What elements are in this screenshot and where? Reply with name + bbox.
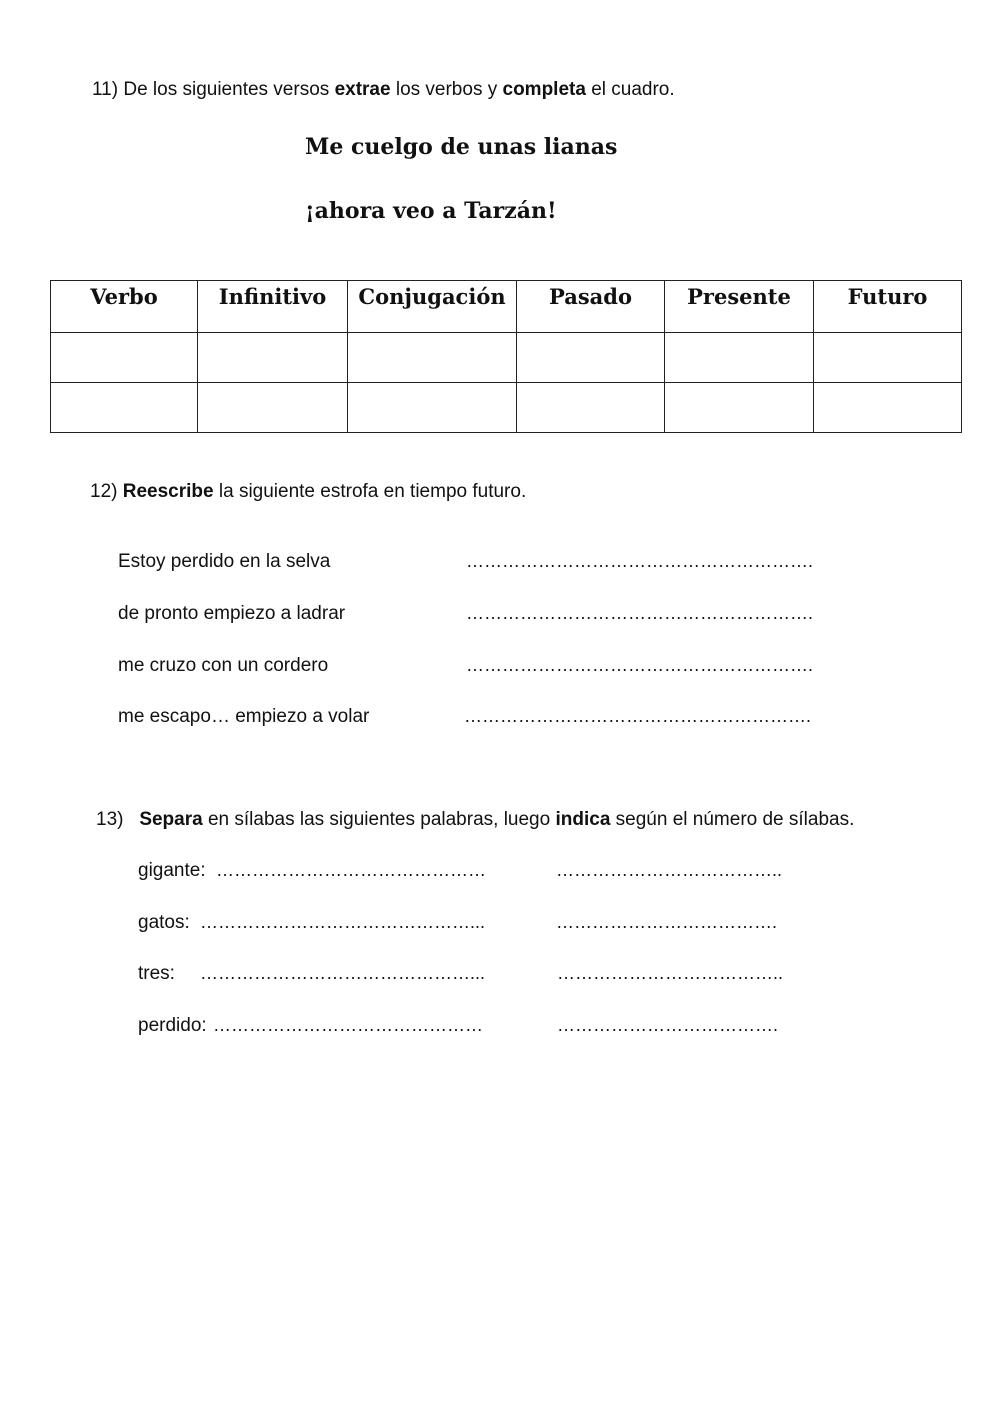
table-header-cell: Futuro bbox=[814, 281, 962, 333]
table-cell-blank[interactable] bbox=[51, 383, 198, 433]
prompt-text: en sílabas las siguientes palabras, luego bbox=[207, 809, 551, 830]
prompt-text: según el número de sílabas. bbox=[615, 809, 855, 830]
table-cell-blank[interactable] bbox=[814, 383, 962, 433]
table-cell-blank[interactable] bbox=[517, 333, 665, 383]
prompt-text: De los siguientes versos bbox=[123, 79, 330, 100]
verb-table bbox=[50, 280, 962, 433]
word-label: tres: bbox=[138, 963, 175, 984]
question-number: 13) bbox=[96, 809, 124, 830]
prompt-bold-text: Reescribe bbox=[122, 481, 214, 502]
question-13-prompt bbox=[96, 809, 854, 831]
stanza-line: Estoy perdido en la selva bbox=[118, 551, 331, 572]
syllable-blank[interactable]: ………………………………………... bbox=[200, 963, 486, 983]
question-number: 12) bbox=[90, 481, 118, 502]
stanza-line: me cruzo con un cordero bbox=[118, 655, 329, 676]
syllable-blank[interactable]: ……………………………………… bbox=[216, 860, 486, 880]
verse-line: ¡ahora veo a Tarzán! bbox=[305, 198, 557, 224]
stanza-line: de pronto empiezo a ladrar bbox=[118, 603, 346, 624]
table-header-cell: Pasado bbox=[517, 281, 665, 333]
table-header-row bbox=[51, 281, 962, 333]
table-cell-blank[interactable] bbox=[348, 383, 517, 433]
verse-line: Me cuelgo de unas lianas bbox=[305, 134, 618, 160]
table-cell-blank[interactable] bbox=[51, 333, 198, 383]
count-blank[interactable]: ……………………………….. bbox=[556, 860, 783, 880]
syllable-blank[interactable]: ……………………………………… bbox=[213, 1015, 483, 1035]
prompt-bold-text: extrae bbox=[334, 79, 391, 100]
answer-blank[interactable]: …………………………………………………. bbox=[466, 551, 814, 571]
table-cell-blank[interactable] bbox=[665, 333, 814, 383]
stanza-line: me escapo… empiezo a volar bbox=[118, 706, 370, 727]
table-header-cell: Infinitivo bbox=[198, 281, 348, 333]
word-label: perdido: bbox=[138, 1015, 207, 1036]
question-11-prompt bbox=[92, 79, 675, 101]
prompt-bold-text: completa bbox=[502, 79, 586, 100]
answer-blank[interactable]: …………………………………………………. bbox=[466, 603, 814, 623]
table-row bbox=[51, 383, 962, 433]
table-cell-blank[interactable] bbox=[348, 333, 517, 383]
table-cell-blank[interactable] bbox=[517, 383, 665, 433]
table-header-cell: Presente bbox=[665, 281, 814, 333]
prompt-text: la siguiente estrofa en tiempo futuro. bbox=[218, 481, 527, 502]
table-cell-blank[interactable] bbox=[814, 333, 962, 383]
table-header-cell: Verbo bbox=[51, 281, 198, 333]
count-blank[interactable]: ………………………………. bbox=[557, 1015, 779, 1035]
table-cell-blank[interactable] bbox=[198, 383, 348, 433]
question-12-prompt bbox=[90, 481, 526, 503]
table-row bbox=[51, 333, 962, 383]
count-blank[interactable]: ………………………………. bbox=[556, 912, 778, 932]
prompt-text: el cuadro. bbox=[591, 79, 675, 100]
prompt-text: los verbos y bbox=[395, 79, 498, 100]
word-label: gigante: bbox=[138, 860, 206, 881]
question-number: 11) bbox=[92, 79, 119, 100]
prompt-bold-text: indica bbox=[555, 809, 611, 830]
answer-blank[interactable]: …………………………………………………. bbox=[464, 706, 812, 726]
table-cell-blank[interactable] bbox=[665, 383, 814, 433]
table-cell-blank[interactable] bbox=[198, 333, 348, 383]
syllable-blank[interactable]: ………………………………………... bbox=[200, 912, 486, 932]
count-blank[interactable]: ……………………………….. bbox=[557, 963, 784, 983]
word-label: gatos: bbox=[138, 912, 190, 933]
table-header-cell: Conjugación bbox=[348, 281, 517, 333]
prompt-bold-text: Separa bbox=[139, 809, 203, 830]
answer-blank[interactable]: …………………………………………………. bbox=[466, 655, 814, 675]
